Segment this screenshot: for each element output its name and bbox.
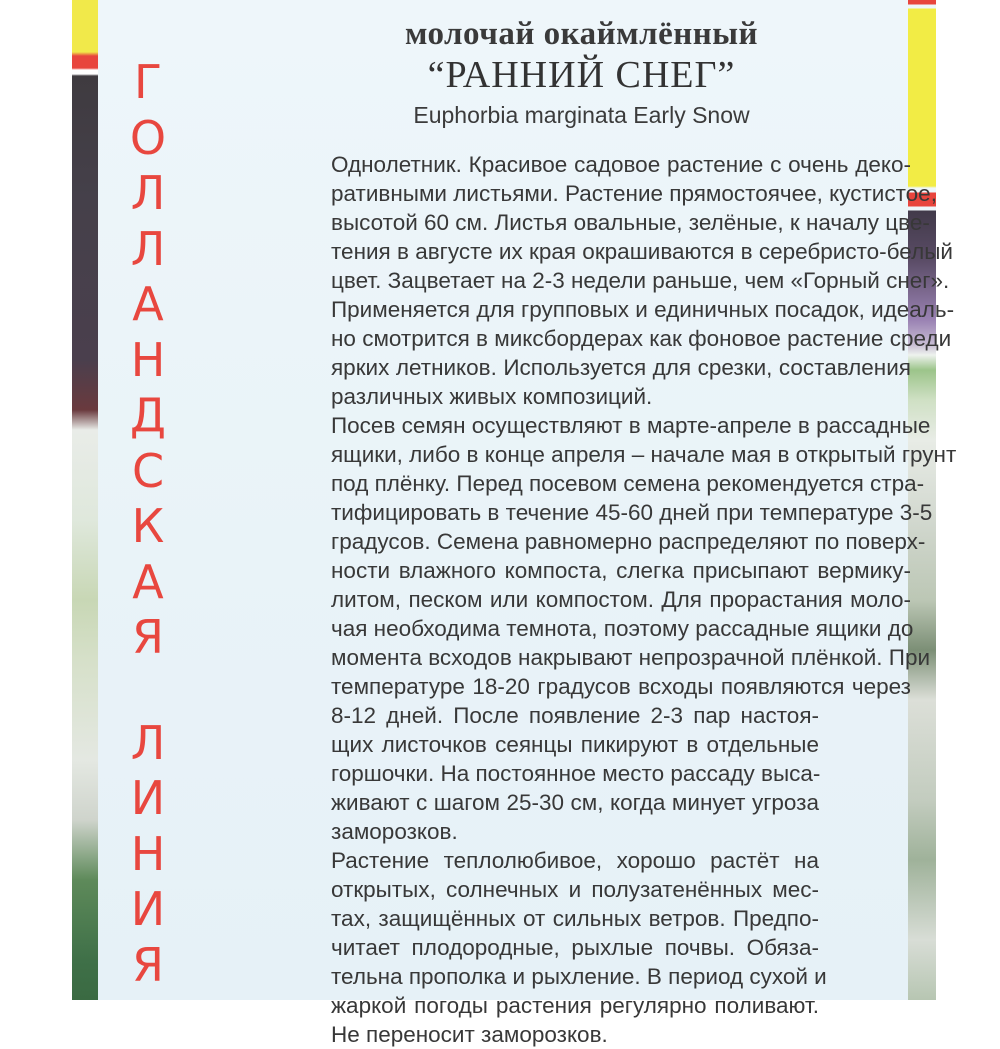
side-letter: Я	[132, 610, 164, 664]
text-line: жаркой погоды растения регулярно поливают.	[331, 993, 819, 1018]
left-photo-strip	[72, 0, 98, 1000]
side-letter: Л	[130, 715, 166, 770]
side-letter: А	[132, 277, 164, 331]
text-line: читает плодородные, рыхлые почвы. Обяза-	[331, 935, 819, 960]
paragraph-sowing	[299, 411, 957, 846]
text-line: различных живых композиций.	[331, 384, 653, 409]
side-letter: Я	[132, 937, 164, 992]
text-line: Посев семян осуществляют в марте-апреле в рассадные	[331, 413, 931, 438]
text-line: момента всходов накрывают непрозрачной плёнкой. При	[331, 645, 931, 670]
paragraph-care	[299, 846, 911, 1049]
text-line: под плёнку. Перед посевом семена рекомендуется стра-	[331, 471, 925, 496]
side-letter: Г	[133, 55, 163, 109]
side-letter: И	[130, 771, 166, 825]
text-line: горшочки. На постоянное место рассаду выса-	[331, 761, 821, 786]
content-area	[229, 0, 957, 1047]
text-line: Растение теплолюбивое, хорошо растёт на	[331, 848, 819, 873]
side-letter: А	[132, 554, 164, 609]
text-line: чая необходима темнота, поэтому рассадные ящики до	[331, 616, 914, 641]
side-letter: Н	[130, 332, 166, 387]
description-text	[299, 150, 957, 1049]
text-line: тения в августе их края окрашиваются в серебристо-белый	[331, 239, 953, 264]
text-line: но смотрится в миксбордерах как фоновое растение среди	[331, 326, 952, 351]
title-block	[254, 14, 909, 132]
latin-name: Euphorbia marginata Early Snow	[413, 102, 750, 128]
side-letter: Л	[130, 221, 166, 276]
text-line: температуре 18-20 градусов всходы появляются через	[331, 674, 911, 699]
text-line: 8-12 дней. После появление 2-3 пар настоя-	[331, 703, 819, 728]
text-line: открытых, солнечных и полузатенённых мес-	[331, 877, 819, 902]
side-letter: Д	[130, 388, 166, 442]
text-line: высотой 60 см. Листья овальные, зелёные, к началу цве-	[331, 210, 930, 235]
text-line: градусов. Семена равномерно распределяют по поверх-	[331, 529, 926, 554]
text-line: тах, защищённых от сильных ветров. Предпо-	[331, 906, 819, 931]
text-line: ярких летников. Используется для срезки, составления	[331, 355, 911, 380]
text-line: литом, песком или компостом. Для прорастания моло-	[331, 587, 911, 612]
text-line: ративными листьями. Растение прямостоячее, кустистое,	[331, 181, 937, 206]
paragraph-description	[299, 150, 955, 411]
text-line: Применяется для групповых и единичных посадок, идеаль-	[331, 297, 955, 322]
side-letter: К	[131, 499, 165, 553]
text-line: тельна прополка и рыхление. В период сухой и	[331, 964, 827, 989]
text-line: щих листочков сеянцы пикируют в отдельные	[331, 732, 819, 757]
side-letter: О	[129, 110, 167, 165]
text-line: живают с шагом 25-30 см, когда минует угроза	[331, 790, 819, 815]
seed-packet-back	[72, 0, 957, 1047]
side-letter: Л	[130, 166, 166, 220]
text-line: тифицировать в течение 45-60 дней при температуре 3-5	[331, 500, 933, 525]
text-line: ности влажного компоста, слегка присыпают вермику-	[331, 558, 911, 583]
text-line: Однолетник. Красивое садовое растение с очень деко-	[331, 152, 911, 177]
plant-name: молочай окаймлённый	[404, 16, 759, 52]
text-line: заморозков.	[331, 819, 458, 844]
side-letter: С	[131, 443, 165, 498]
text-line: Не переносит заморозков.	[331, 1022, 608, 1047]
side-letter: Н	[130, 826, 166, 881]
text-line: ящики, либо в конце апреля – начале мая в открытый грунт	[331, 442, 957, 467]
text-line: цвет. Зацветает на 2-3 недели раньше, чем «Горный снег».	[331, 268, 950, 293]
side-letter: И	[130, 882, 166, 936]
vertical-brand-title	[112, 55, 184, 993]
variety-name: “РАННИЙ СНЕГ”	[427, 54, 736, 96]
